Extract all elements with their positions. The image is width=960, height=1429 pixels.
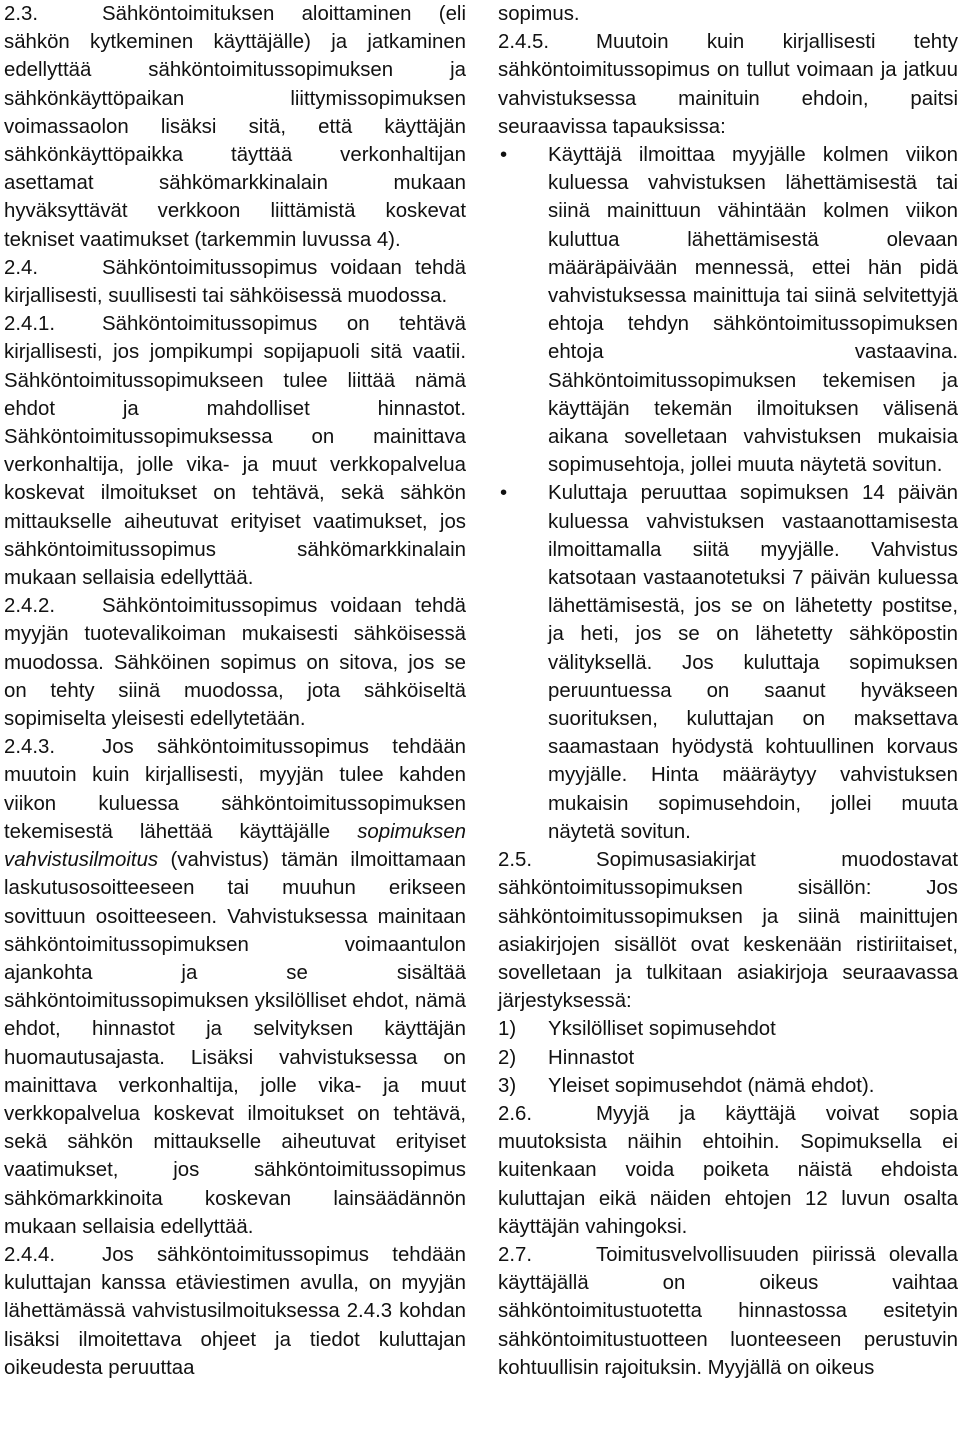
list-item-number: 2) xyxy=(498,1046,517,1069)
list-item-number: 1) xyxy=(498,1018,517,1041)
clause-text: Sähköntoimitussopimus voidaan tehdä myyjän tuotevalikoiman mukaisesti sähköisessä muodossa. Sähköinen sopimus on sitova, jos se on tehty siinä muodossa, jota sähköiseltä sopimiselta yleisesti edellytetään. xyxy=(4,595,466,731)
bullet-item: • Kuluttaja peruuttaa sopimuksen 14 päivän kuluessa vahvistuksen vastaanottamisesta ilmoittamalla siitä myyjälle. Vahvistus katsotaan vastaanotetuksi 7 päivän kuluessa lähettämisestä, jos se on lähetetty postitse, ja heti, jos se on lähetetty sähköpostin välityksellä. Jos kuluttaja sopimuksen peruuntuessa on saanut hyväkseen suorituksen, kuluttajan on maksettava saamastaan hyödystä kohtuullinen korvaus myyjälle. Hinta määräytyy vahvistuksen mukaisin sopimusehdoin, jollei muuta näytetä sovitun. xyxy=(498,479,958,846)
clause-number: 2.3. xyxy=(4,3,39,25)
right-column xyxy=(498,0,958,1382)
clause-text: Sopimusasiakirjat muodostavat sähköntoimitussopimuksen sisällön: Jos sähköntoimitussopimuksen ja siinä mainittujen asiakirjojen sisällöt ovat keskenään ristiriitaiset, sovelletaan ja tulkitaan asiakirjoja seuraavassa järjestyksessä: xyxy=(498,849,958,1013)
list-item xyxy=(498,1044,958,1072)
clause-text: Toimitusvelvollisuuden piirissä olevalla käyttäjällä on oikeus vaihtaa sähköntoimitustuotetta hinnastossa esitetyin sähköntoimitustuotteen luonteeseen perustuvin kohtuullisin rajoituksin. Myyjällä on oikeus xyxy=(498,1243,958,1379)
clause-number: 2.5. xyxy=(498,849,533,872)
clause-2-4-4 xyxy=(4,1241,466,1382)
clause-number: 2.4.2. xyxy=(4,595,56,618)
continuation-text: sopimus. xyxy=(498,3,580,25)
clause-emphasis: sopimuksen vahvistusilmoitus xyxy=(4,820,467,872)
clause-number: 2.4. xyxy=(4,256,39,279)
clause-2-4-3 xyxy=(4,733,466,1241)
clause-2-5 xyxy=(498,846,958,1015)
clause-2-4-5 xyxy=(498,28,958,141)
numbered-list xyxy=(498,1015,958,1100)
clause-text: Myyjä ja käyttäjä voivat sopia muutoksista näihin ehtoihin. Sopimuksella ei kuitenkaan voida poiketa näistä ehdoista kuluttajan eikä näiden ehtojen 12 luvun osalta käyttäjän vahingoksi. xyxy=(498,1102,958,1238)
clause-number: 2.4.1. xyxy=(4,313,56,336)
clause-number: 2.6. xyxy=(498,1102,533,1125)
clause-text: Jos sähköntoimitussopimus tehdään kuluttajan kanssa etäviestimen avulla, on myyjän lähettämässä vahvistusilmoituksessa 2.4.3 kohdan lisäksi ilmoitettava ohjeet ja tiedot kuluttajan oikeudesta peruuttaa xyxy=(4,1243,466,1379)
list-item-text: Hinnastot xyxy=(548,1046,635,1069)
list-item xyxy=(498,1072,958,1100)
list-item xyxy=(498,1015,958,1043)
clause-text: Sähköntoimitussopimus on tehtävä kirjallisesti, jos jompikumpi sopijapuoli sitä vaatii. Sähköntoimitussopimukseen tulee liittää nämä ehdot ja mahdolliset hinnastot. Sähköntoimitussopimuksessa on mainittava verkonhaltija, jolle vika- ja muut verkkopalvelua koskevat ilmoitukset on tehtävä, sekä sähkön mittaukselle aiheutuvat erityiset vaatimukset, jos sähköntoimitussopimus sähkömarkkinalain mukaan sellaisia edellyttää. xyxy=(4,313,466,590)
clause-2-4-1 xyxy=(4,310,466,592)
clause-text: Sähköntoimitussopimus voidaan tehdä kirjallisesti, suullisesti tai sähköisessä muodossa. xyxy=(4,256,466,308)
clause-text: Muutoin kuin kirjallisesti tehty sähköntoimitussopimus on tullut voimaan ja jatkuu vahvistuksessa mainituin ehdoin, paitsi seuraavissa tapauksissa: xyxy=(498,31,958,138)
clause-2-4-2 xyxy=(4,592,466,733)
clause-text: Sähköntoimituksen aloittaminen (eli sähkön kytkeminen käyttäjälle) ja jatkaminen edellyttää sähköntoimitussopimuksen ja sähkönkäyttöpaikan liittymissopimuksen voimassaolon lisäksi sitä, että käyttäjän sähkönkäyttöpaikka täyttää verkonhaltijan asettamat sähkömarkkinalain mukaan hyväksyttävät verkkoon liittämistä koskevat tekniset vaatimukset (tarkemmin luvussa 4). xyxy=(4,3,466,251)
clause-2-7 xyxy=(498,1241,958,1382)
clause-2-6 xyxy=(498,1100,958,1241)
left-column xyxy=(4,0,466,1382)
clause-2-4 xyxy=(4,254,466,310)
clause-number: 2.4.4. xyxy=(4,1243,56,1266)
list-item-text: Yksilölliset sopimusehdot xyxy=(548,1018,776,1041)
clause-text-before: Jos sähköntoimitussopimus tehdään muutoin kuin kirjallisesti, myyjän tulee kahden viikon kuluessa sähköntoimitussopimuksen tekemisestä lähettää käyttäjälle xyxy=(4,736,466,843)
clause-2-3 xyxy=(4,0,466,254)
bullet-item: • Käyttäjä ilmoittaa myyjälle kolmen viikon kuluessa vahvistuksen lähettämisestä tai siinä mainittuun vähintään kolmen viikon kuluttua lähettämisestä olevaan määräpäivään mennessä, ettei hän pidä vahvistuksessa mainittuja tai siinä selvitettyjä ehtoja tehdyn sähköntoimitussopimuksen ehtoja vastaavina. Sähköntoimitussopimuksen tekemisen ja käyttäjän tekemän ilmoituksen välisenä aikana sovelletaan vahvistuksen mukaisia sopimusehtoja, jollei muuta näytetä sovitun. xyxy=(498,141,958,479)
bullet-list xyxy=(498,141,958,846)
list-item-text: Yleiset sopimusehdot (nämä ehdot). xyxy=(548,1074,875,1097)
clause-number: 2.7. xyxy=(498,1243,533,1266)
clause-number: 2.4.5. xyxy=(498,31,550,54)
list-item-number: 3) xyxy=(498,1074,517,1097)
clause-text-after: (vahvistus) tämän ilmoittamaan laskutusosoitteeseen tai muuhun erikseen sovittuun osoitteeseen. Vahvistuksessa mainitaan sähköntoimitussopimuksen voimaantulon ajankohta ja se sisältää sähköntoimitussopimuksen yksilölliset ehdot, nämä ehdot, hinnastot ja selvityksen käyttäjän huomautusajasta. Lisäksi vahvistuksessa on mainittava verkonhaltija, jolle vika- ja muut verkkopalvelua koskevat ilmoitukset on tehtävä, sekä sähkön mittaukselle aiheutuvat erityiset vaatimukset, jos sähköntoimitussopimus sähkömarkkinoita koskevan lainsäädännön mukaan sellaisia edellyttää. xyxy=(4,849,466,1238)
clause-number: 2.4.3. xyxy=(4,736,56,759)
